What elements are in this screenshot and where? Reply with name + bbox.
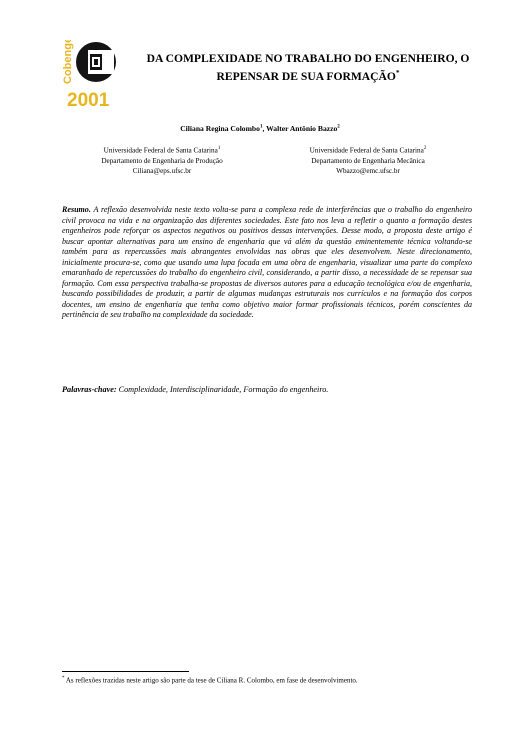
footnote (62, 676, 482, 684)
footnote-rule (62, 671, 189, 672)
footnote-text: As reflexões trazidas neste artigo são parte da tese de Ciliana R. Colombo, em fase de desenvolvimento. (65, 676, 358, 685)
affiliation-2: Universidade Federal de Santa Catarina$^2$ Departamento de Engenharia Mecânica Wbazzo@emc.ufsc.br (268, 144, 468, 177)
logo-year: 2001 (67, 90, 110, 110)
title-line-2: REPENSAR DE SUA FORMAÇÃO* (216, 69, 400, 83)
affiliation-2-email: Wbazzo@emc.ufsc.br (336, 167, 400, 176)
footnote-mark: * (62, 676, 65, 681)
paper-title (128, 52, 488, 84)
title-line-1: DA COMPLEXIDADE NO TRABALHO DO ENGENHEIRO, O (146, 52, 470, 65)
authors: Ciliana Regina Colombo$^1$, Walter Antônio Bazzo$^2$ (180, 124, 340, 133)
author-1: Ciliana Regina Colombo (180, 124, 260, 133)
abstract-label: Resumo. (62, 205, 91, 214)
keywords-label: Palavras-chave: (62, 385, 117, 394)
keywords (62, 385, 472, 394)
affiliation-1-institution: Universidade Federal de Santa Catarina (103, 146, 218, 155)
keywords-text: Complexidade, Interdisciplinaridade, Formação do engenheiro. (118, 385, 329, 394)
affiliation-1-department: Departamento de Engenharia de Produção (101, 156, 223, 165)
affiliation-1-email: Ciliana@eps.ufsc.br (132, 167, 192, 176)
affiliation-2-department: Departamento de Engenharia Mecânica (311, 156, 425, 165)
title-footnote-mark: * (395, 69, 400, 77)
cobenge-logo (58, 40, 120, 110)
abstract (62, 205, 472, 321)
author-2: Walter Antônio Bazzo (266, 124, 338, 133)
affiliation-1: Universidade Federal de Santa Catarina$^1$ Departamento de Engenharia de Produção Ciliana@eps.ufsc.br (62, 144, 262, 177)
affiliation-2-institution: Universidade Federal de Santa Catarina (309, 146, 424, 155)
logo-vertical-text: Cobenge (62, 40, 74, 84)
abstract-text: A reflexão desenvolvida neste texto volta-se para a complexa rede de interferências que o trabalho do engenheiro civil provoca na vida e na organização das diferentes sociedades. Este fato nos leva a refletir o quanto a formação destes engenheiros pode reforçar os aspectos negativos ou positivos dessas intervenções. Desse modo, a proposta deste artigo é buscar apontar alternativas para um ensino de engenharia que vá além da questão eminentemente técnica voltando-se também para as repercussões mais abrangentes envolvidas nas obras que eles desenvolvem. Neste direcionamento, inicialmente procura-se, como que usando uma lupa focada em uma obra de engenharia, visualizar uma parte do complexo emaranhado de repercussões do trabalho do engenheiro civil, considerando, a partir disso, a necessidade de se repensar sua formação. Com essa perspectiva trabalha-se propostas de diversos autores para a educação tecnológica e/ou de engenharia, buscando possibilidades de produzir, a partir de algumas mudanças estruturais nos currículos e na formação dos corpos docentes, um ensino de engenharia que tenha como objetivo maior formar profissionais técnicos, porém conscientes da pertinência de seu trabalho na complexidade da sociedade. (62, 205, 472, 320)
